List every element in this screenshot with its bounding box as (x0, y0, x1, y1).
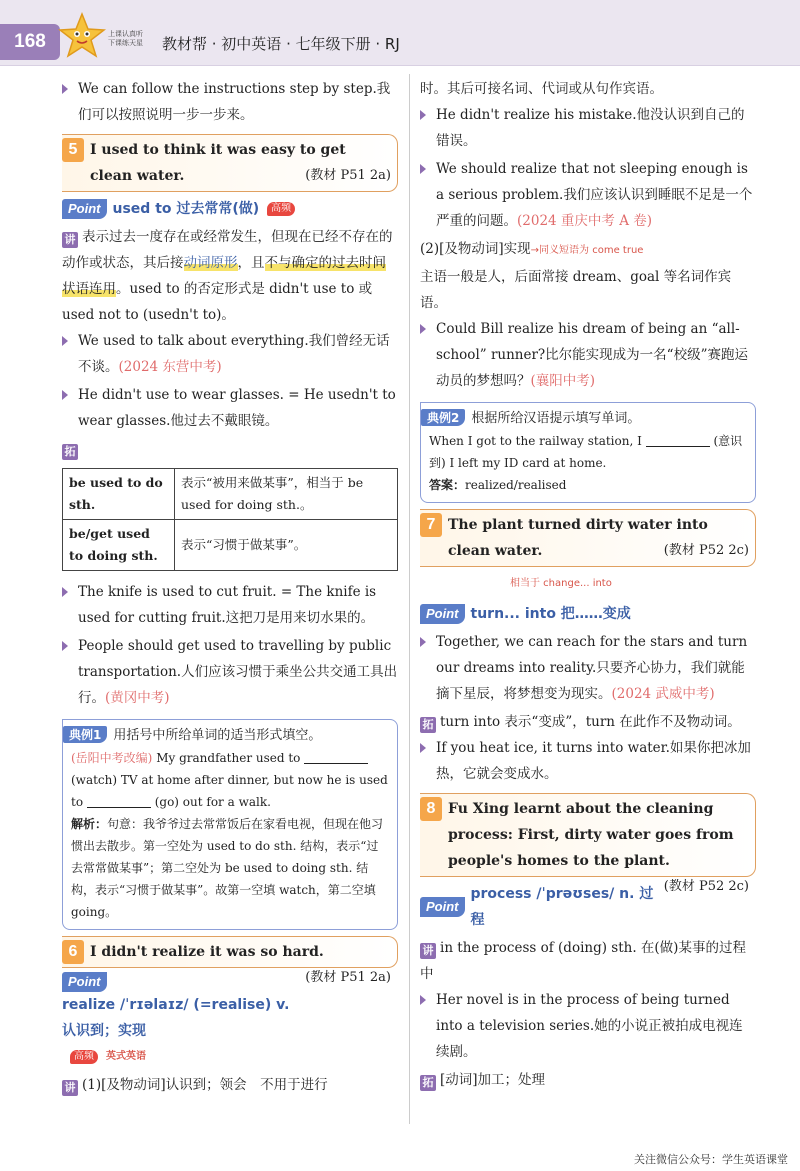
synonym-note: 相当于 change... into (510, 578, 612, 589)
column-divider (409, 74, 410, 1124)
textbook-ref: (教材 P52 2c) (663, 543, 749, 558)
section-number: 7 (420, 513, 442, 537)
extension-turn-into: 拓 turn into 表示“变成”，turn 在此作不及物动词。 (420, 709, 756, 735)
extension-icon: 拓 (62, 444, 78, 460)
point-used-to: Point used to 过去常常(做) 高频 (62, 196, 398, 222)
example-sentence: If you heat ice, it turns into water.如果你把冰加热，它就会变成水。 (420, 735, 756, 787)
explanation-used-to: 讲 表示过去一度存在或经常发生，但现在已经不存在的动作或状态，其后接动词原形，且不与确定的过去时间状语连用。used to 的否定形式是 didn't use to 或 used not to (usedn't to)。 (62, 229, 393, 323)
example-sentence: Together, we can reach for the stars and turn our dreams into reality.只要齐心协力，我们就能摘下星辰，将梦想变为现实。(2024 武威中考) (420, 629, 756, 707)
point-label: Point (420, 897, 465, 917)
comparison-table (62, 468, 398, 571)
header-slogan: 上课认真听 下课练天星 (108, 30, 143, 47)
explanation-process: 讲 in the process of (doing) sth. 在(做)某事的过程中 (420, 940, 746, 982)
continued-text: 时。其后可接名词、代词或从句作宾语。 (420, 81, 663, 97)
example-box-1: 典例1 用括号中所给单词的适当形式填空。 (岳阳中考改编) My grandfather used to (watch) TV at home after dinner, but now he is used to (go) out for a walk. 解析：句意：我爷爷过去常常饭后在家看电视，但现在他习惯出去散步。第一空处为 used to do sth. 结构，表示“过去常常做某事”；第二空处为 be used to doing sth. 结构，表示“习惯于做某事”。故第一空填 watch，第二空填 going。 (62, 719, 398, 930)
point-label: Point (62, 972, 107, 992)
table-row: be used to do sth. 表示“被用来做某事”，相当于 be used for doing sth.。 (63, 469, 398, 520)
example-sentence: We can follow the instructions step by step.我们可以按照说明一步一步来。 (62, 76, 398, 128)
left-column (62, 76, 398, 1098)
sense-2-heading: (2)[及物动词]实现→同义短语为 come true (420, 241, 644, 257)
fill-blank[interactable] (87, 794, 151, 808)
right-column (420, 76, 756, 1093)
example-tag: 典例2 (421, 409, 465, 426)
point-label: Point (420, 604, 465, 624)
textbook-ref: (教材 P52 2c) (663, 879, 749, 894)
extension-icon: 拓 (420, 1075, 436, 1091)
example-tag: 典例1 (63, 726, 107, 743)
example-box-2: 典例2 根据所给汉语提示填写单词。 When I got to the railway station, I (意识到) I left my ID card at home. 答案：realized/realised (420, 402, 756, 503)
table-row: be/get used to doing sth. 表示“习惯于做某事”。 (63, 520, 398, 571)
frequency-badge: 高频 (70, 1050, 98, 1064)
section-number: 8 (420, 797, 442, 821)
section-number: 5 (62, 138, 84, 162)
section-8-heading: 8 Fu Xing learnt about the cleaning process: First, dirty water goes from people's homes to the plant. (教材 P52 2c) (420, 793, 756, 877)
sense-2-text: 主语一般是人，后面常接 dream、goal 等名词作宾语。 (420, 269, 732, 311)
book-title: 教材帮 · 初中英语 · 七年级下册 · RJ (162, 35, 400, 53)
point-label: Point (62, 199, 107, 219)
example-sentence: People should get used to travelling by public transportation.人们应该习惯于乘坐公共交通工具出行。(黄冈中考) (62, 633, 398, 711)
point-process: Point process /ˈprəʊses/ n. 过程 (420, 881, 664, 933)
textbook-ref: (教材 P51 2a) (305, 168, 391, 183)
page-number: 168 (0, 24, 60, 60)
footer-credit: 关注微信公众号：学生英语课堂 (634, 1153, 788, 1166)
example-sentence: Her novel is in the process of being turned into a television series.她的小说正被拍成电视连续剧。 (420, 987, 756, 1065)
section-6-heading: 6 I didn't realize it was so hard. (教材 P51 2a) (62, 936, 398, 968)
textbook-ref: (教材 P51 2a) (305, 970, 391, 985)
example-sentence: Could Bill realize his dream of being an “all-school” runner?比尔能实现成为一名“校级”赛跑运动员的梦想吗？(襄阳中考) (420, 316, 756, 394)
example-sentence: He didn't realize his mistake.他没认识到自己的错误。 (420, 102, 756, 154)
frequency-badge: 高频 (267, 202, 295, 216)
fill-blank[interactable] (304, 750, 368, 764)
explain-icon: 讲 (62, 1080, 78, 1096)
section-7-heading: 7 The plant turned dirty water into clean water. (教材 P52 2c) (420, 509, 756, 567)
british-english-note: 英式英语 (106, 1051, 146, 1062)
explain-icon: 讲 (62, 232, 78, 248)
section-number: 6 (62, 940, 84, 964)
fill-blank[interactable] (646, 433, 710, 447)
point-turn-into: Point turn... into 把……变成 (420, 601, 756, 627)
section-5-heading: 5 I used to think it was easy to get clean water. (教材 P51 2a) (62, 134, 398, 192)
star-mascot-icon (58, 12, 106, 60)
point-realize: Point realize /ˈrɪəlaɪz/ (=realise) v. 认识到；实现 高频 英式英语 (62, 972, 305, 1070)
page-header (0, 0, 800, 66)
extension-process: 拓 [动词]加工；处理 (420, 1067, 756, 1093)
example-sentence: We should realize that not sleeping enough is a serious problem.我们应该认识到睡眠不足是一个严重的问题。(2024 重庆中考 A 卷) (420, 156, 756, 234)
extension-marker (62, 436, 398, 462)
example-sentence: The knife is used to cut fruit. = The knife is used for cutting fruit.这把刀是用来切水果的。 (62, 579, 398, 631)
explanation-realize: 讲 (1)[及物动词]认识到；领会 不用于进行 (62, 1072, 398, 1098)
extension-icon: 拓 (420, 717, 436, 733)
example-sentence: We used to talk about everything.我们曾经无话不谈。(2024 东营中考) (62, 328, 398, 380)
example-sentence: He didn't use to wear glasses. = He usedn't to wear glasses.他过去不戴眼镜。 (62, 382, 398, 434)
explain-icon: 讲 (420, 943, 436, 959)
